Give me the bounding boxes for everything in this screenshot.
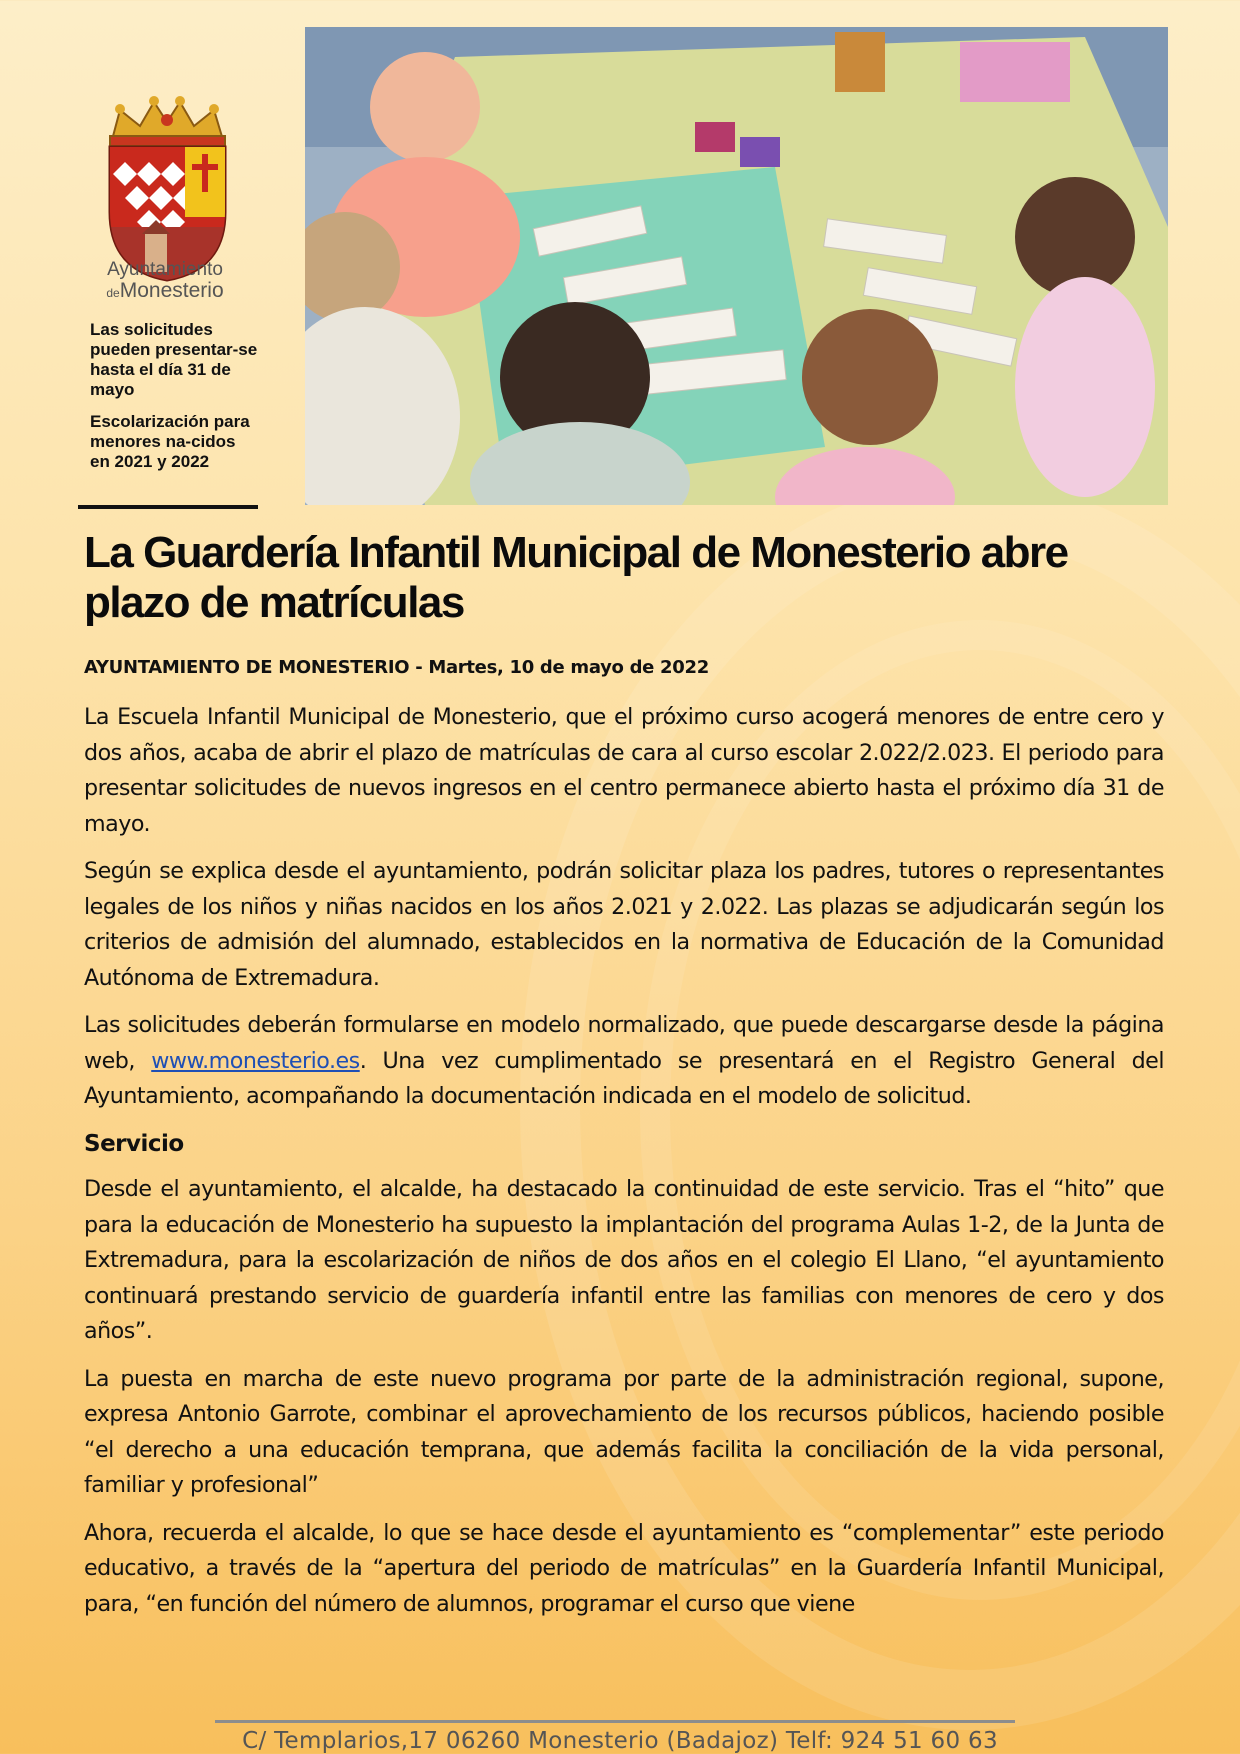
sidebar-notes	[90, 320, 260, 484]
footer-divider	[215, 1720, 1015, 1723]
sidebar-divider	[78, 505, 258, 509]
website-link[interactable]: www.monesterio.es	[151, 1047, 360, 1074]
children-classroom-photo	[305, 27, 1168, 505]
paragraph-5: La puesta en marcha de este nuevo programa por parte de la administración regional, supone, expresa Antonio Garrote, combinar el aprovechamiento de los recursos públicos, haciendo posible “el derecho a una educación temprana, que además facilita la conciliación de la vida personal, familiar y profesional”	[84, 1365, 1164, 1498]
logo-line-1: Ayuntamiento	[107, 259, 223, 280]
article-byline: AYUNTAMIENTO DE MONESTERIO - Martes, 10 de mayo de 2022	[84, 657, 709, 678]
paragraph-2: Según se explica desde el ayuntamiento, podrán solicitar plaza los padres, tutores o representantes legales de los niños y niñas nacidos en los años 2.021 y 2.022. Las plazas se adjudicarán según los criterios de admisión del alumnado, establecidos en la normativa de Educación de la Comunidad Autónoma de Extremadura.	[84, 858, 1164, 991]
paragraph-3	[84, 1008, 1164, 1115]
section-heading-servicio: Servicio	[84, 1130, 184, 1157]
article-body	[84, 700, 1164, 1634]
sidebar-note-deadline: Las solicitudes pueden presentar-se hasta el día 31 de mayo	[90, 320, 258, 399]
logo-line-2: Monesterio	[119, 278, 224, 302]
footer-address: C/ Templarios,17 06260 Monesterio (Badajoz) Telf: 924 51 60 63	[242, 1728, 998, 1754]
paragraph-6: Ahora, recuerda el alcalde, lo que se hace desde el ayuntamiento es “complementar” este periodo educativo, a través de la “apertura del periodo de matrículas” en la Guardería Infantil Municipal, para, “en función del número de alumnos, programar el curso que viene	[84, 1519, 1164, 1617]
sidebar-note-eligibility: Escolarización para menores na-cidos en 2021 y 2022	[90, 412, 250, 471]
paragraph-3-end: . Una vez cumplimentado se presentará en el Registro General del Ayuntamiento, acompañando la documentación indicada en el modelo de solicitud.	[84, 1047, 1164, 1109]
paragraph-1: La Escuela Infantil Municipal de Monesterio, que el próximo curso acogerá menores de entre cero y dos años, acaba de abrir el plazo de matrículas de cara al curso escolar 2.022/2.023. El periodo para presentar solicitudes de nuevos ingresos en el centro permanece abierto hasta el próximo día 31 de mayo.	[84, 704, 1164, 837]
paragraph-3-start: Las solicitudes deberán formularse en modelo normalizado, que puede descargarse desde la página web,	[84, 1012, 1164, 1074]
logo-line-2-prefix: de	[106, 285, 120, 300]
paragraph-4: Desde el ayuntamiento, el alcalde, ha destacado la continuidad de este servicio. Tras el “hito” que para la educación de Monesterio ha supuesto la implantación del programa Aulas 1-2, de la Junta de Extremadura, para la escolarización de niños de dos años en el colegio El Llano, “el ayuntamiento continuará prestando servicio de guardería infantil entre las familias con menores de cero y dos años”.	[84, 1176, 1164, 1344]
article-title: La Guardería Infantil Municipal de Monesterio abre plazo de matrículas	[84, 528, 1068, 627]
logo-caption	[70, 260, 260, 302]
